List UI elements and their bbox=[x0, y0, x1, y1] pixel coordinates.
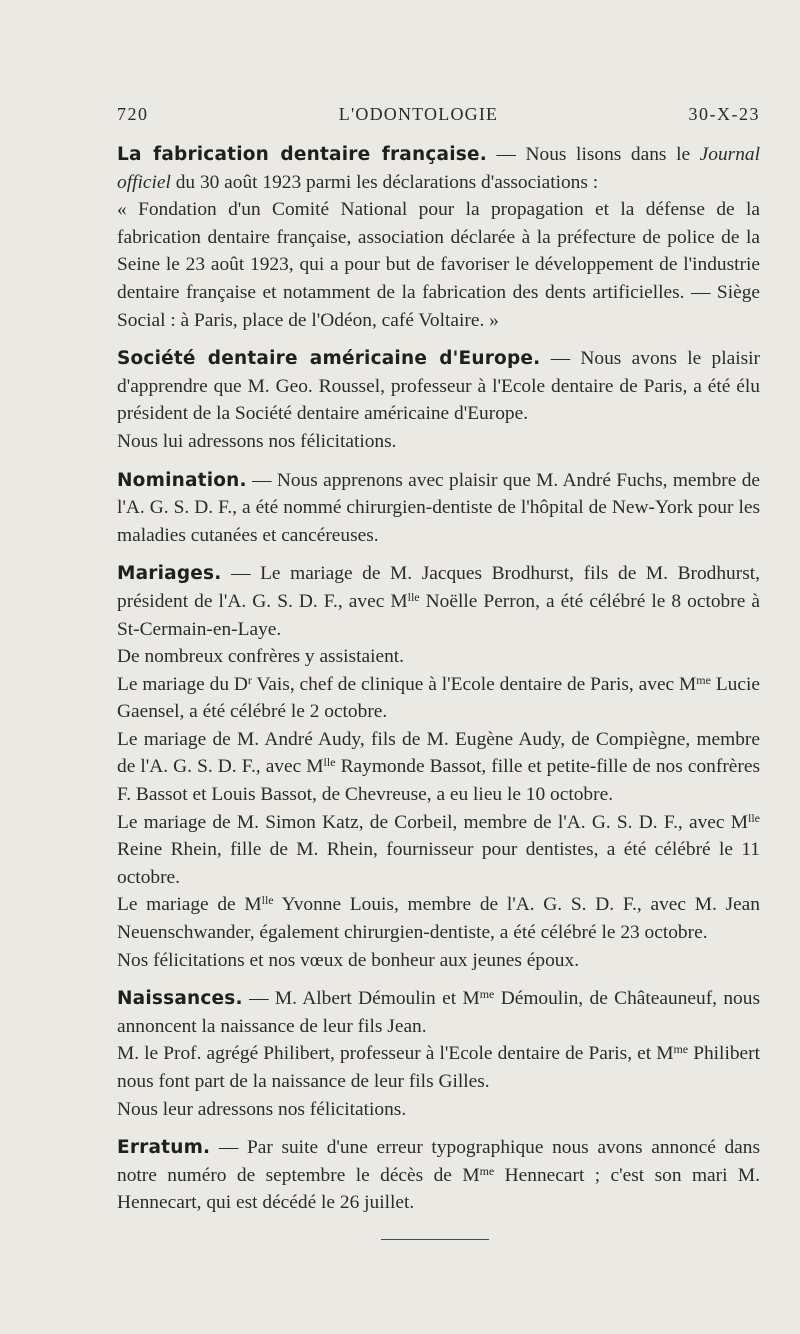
paragraph-text: Vais, chef de clinique à l'Ecole dentaire de Paris, avec M bbox=[251, 673, 697, 695]
superscript: me bbox=[673, 1042, 689, 1057]
paragraph-text: Démoulin, de Châteauneuf, nous annoncent la naissance de leur fils Jean. bbox=[117, 988, 760, 1037]
section-heading: Mariages. bbox=[117, 563, 222, 585]
paragraph-text: — Nous apprenons avec plaisir que M. André Fuchs, membre de l'A. G. S. D. F., a été nommé chirurgien-dentiste de l'hôpital de New-York pour les maladies cutanées et cancéreuses. bbox=[117, 469, 760, 546]
superscript: me bbox=[696, 672, 711, 687]
superscript: lle bbox=[323, 755, 336, 770]
section-heading: Erratum. bbox=[117, 1137, 211, 1159]
paragraph bbox=[117, 1134, 760, 1217]
paragraph-text: Le mariage du D bbox=[117, 673, 248, 695]
paragraph-text: M. le Prof. agrégé Philibert, professeur à l'Ecole dentaire de Paris, et M bbox=[117, 1043, 674, 1065]
page-number: 720 bbox=[117, 104, 149, 124]
journal-name: Journal officiel bbox=[117, 144, 760, 193]
paragraph-text: — M. Albert Démoulin et M bbox=[242, 988, 480, 1010]
paragraph bbox=[117, 726, 760, 809]
section-naissances bbox=[117, 985, 760, 1123]
superscript: me bbox=[479, 987, 495, 1002]
superscript: me bbox=[479, 1163, 495, 1178]
section-fabrication bbox=[117, 141, 760, 334]
paragraph-text: Noëlle Perron, a été célébré le 8 octobre à St-Cermain-en-Laye. bbox=[117, 590, 760, 640]
issue-date: 30-X-23 bbox=[688, 104, 760, 124]
paragraph-text: du 30 août 1923 parmi les déclarations d'associations : bbox=[170, 171, 599, 193]
superscript: lle bbox=[407, 589, 420, 604]
paragraph bbox=[117, 1040, 760, 1095]
paragraph-text: — Nous avons le plaisir d'apprendre que M. Geo. Roussel, professeur à l'Ecole dentaire de Paris, a été élu président de la Société dentaire américaine d'Europe. bbox=[117, 348, 760, 425]
journal-title: L'ODONTOLOGIE bbox=[338, 104, 499, 124]
paragraph bbox=[117, 141, 760, 196]
paragraph bbox=[117, 560, 760, 643]
section-heading: Nomination. bbox=[117, 469, 247, 491]
paragraph bbox=[117, 671, 760, 726]
section-heading: Société dentaire américaine d'Europe. bbox=[117, 348, 541, 370]
superscript: r bbox=[247, 672, 252, 687]
superscript: lle bbox=[261, 893, 274, 908]
paragraph-text: — Par suite d'une erreur typographique nous avons annoncé dans notre numéro de septembre le décès de M bbox=[117, 1137, 760, 1186]
paragraph-text: Raymonde Bassot, fille et petite-fille de nos confrères F. Bassot et Louis Bassot, de Chevreuse, a eu lieu le 10 octobre. bbox=[117, 756, 760, 806]
article-body bbox=[117, 141, 760, 1240]
paragraph-text: Yvonne Louis, membre de l'A. G. S. D. F., avec M. Jean Neuenschwander, également chirurgien-dentiste, a été célébré le 23 octobre. bbox=[117, 894, 760, 944]
paragraph: Nous leur adressons nos félicitations. bbox=[117, 1098, 407, 1120]
paragraph-text: Lucie Gaensel, a été célébré le 2 octobre. bbox=[117, 673, 760, 723]
paragraph-text: Le mariage de M. Simon Katz, de Corbeil, membre de l'A. G. S. D. F., avec M bbox=[117, 811, 748, 833]
paragraph-text: — Nous lisons dans le bbox=[486, 144, 700, 165]
section-heading: Naissances. bbox=[117, 988, 243, 1010]
section-mariages bbox=[117, 560, 760, 974]
paragraph bbox=[117, 809, 760, 892]
paragraph bbox=[117, 985, 760, 1040]
quote-paragraph: « Fondation d'un Comité National pour la propagation et la défense de la fabrication dentaire française, association déclarée à la préfecture de police de la Seine le 23 août 1923, qui a pour but de favoriser le développement de l'industrie dentaire française et notamment de la fabrication des dents artificielles. — Siège Social : à Paris, place de l'Odéon, café Voltaire. » bbox=[117, 199, 760, 331]
paragraph-text: Le mariage de M. André Audy, fils de M. Eugène Audy, de Compiègne, membre de l'A. G. S. D. F., avec M bbox=[117, 728, 760, 778]
paragraph-text: Reine Rhein, fille de M. Rhein, fournisseur pour dentistes, a été célébré le 11 octobre. bbox=[117, 839, 760, 888]
end-rule bbox=[381, 1239, 489, 1240]
superscript: lle bbox=[748, 810, 760, 825]
paragraph: De nombreux confrères y assistaient. bbox=[117, 646, 404, 668]
section-erratum bbox=[117, 1134, 760, 1217]
section-heading: La fabrication dentaire française. bbox=[117, 144, 487, 165]
paragraph-text: Hennecart ; c'est son mari M. Hennecart, qui est décédé le 26 juillet. bbox=[117, 1164, 760, 1214]
paragraph bbox=[117, 467, 760, 550]
paragraph bbox=[117, 891, 760, 946]
paragraph: Nos félicitations et nos vœux de bonheur aux jeunes époux. bbox=[117, 949, 580, 971]
paragraph-text: Le mariage de M bbox=[117, 894, 262, 916]
paragraph-text: — Le mariage de M. Jacques Brodhurst, fils de M. Brodhurst, président de l'A. G. S. D. F., avec M bbox=[117, 563, 760, 612]
section-societe bbox=[117, 345, 760, 455]
section-nomination bbox=[117, 467, 760, 550]
paragraph: Nous lui adressons nos félicitations. bbox=[117, 430, 397, 452]
paragraph-text: Philibert nous font part de la naissance de leur fils Gilles. bbox=[117, 1043, 760, 1092]
paragraph bbox=[117, 345, 760, 428]
running-head bbox=[117, 104, 760, 125]
